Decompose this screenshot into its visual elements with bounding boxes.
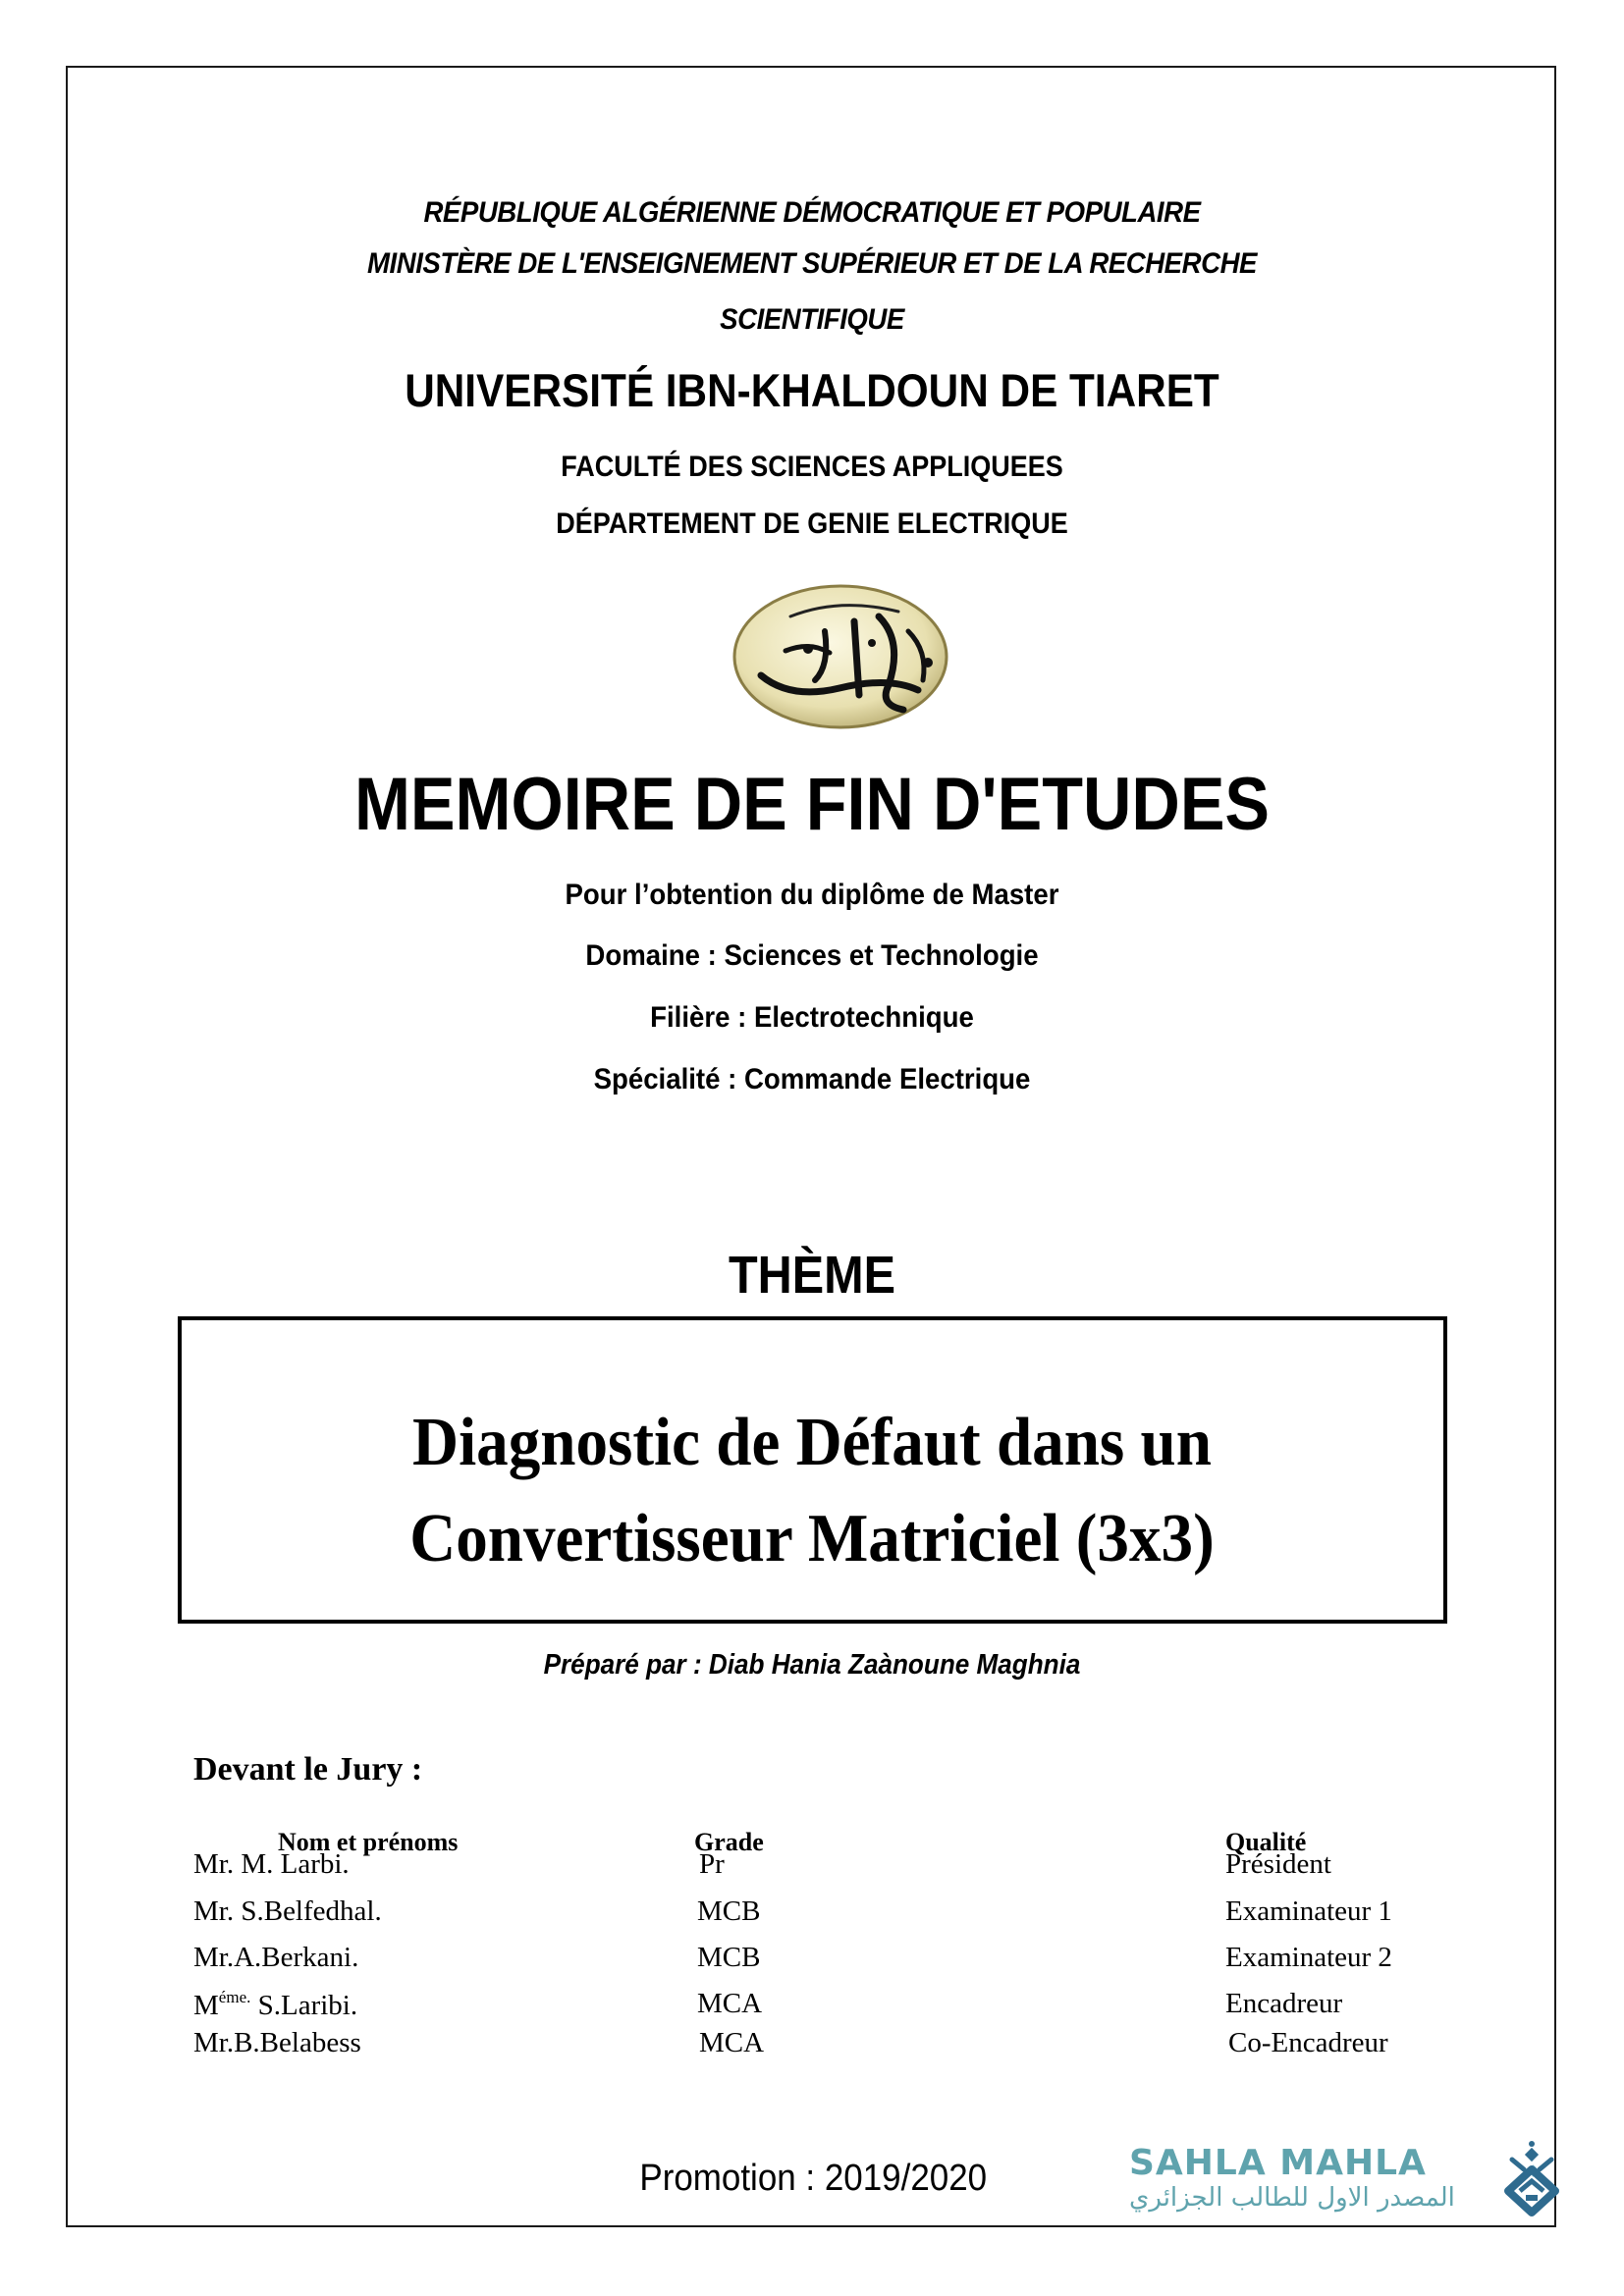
university-seal-icon xyxy=(731,582,949,731)
field-line: Filière : Electrotechnique xyxy=(650,1001,974,1034)
prepared-by: Préparé par : Diab Hania Zaànoune Maghnia xyxy=(543,1649,1081,1681)
jury-member-name: Mr. S.Belfedhal. xyxy=(193,1896,382,1927)
jury-member-name: Mr.A.Berkani. xyxy=(193,1942,359,1973)
sahla-mahla-watermark xyxy=(1129,2144,1512,2213)
theme-label: THÈME xyxy=(728,1246,896,1305)
specialty-line: Spécialité : Commande Electrique xyxy=(593,1063,1031,1095)
column-header-grade: Grade xyxy=(694,1828,764,1856)
member-name: S.Laribi. xyxy=(250,1990,358,2021)
promotion-year: Promotion : 2019/2020 xyxy=(639,2158,988,2199)
domain-line: Domaine : Sciences et Technologie xyxy=(585,939,1039,972)
jury-member-grade: MCA xyxy=(697,1988,763,2019)
university-name: UNIVERSITÉ IBN-KHALDOUN DE TIARET xyxy=(405,364,1219,416)
faculty-name: FACULTÉ DES SCIENCES APPLIQUEES xyxy=(561,451,1063,483)
department-name: DÉPARTEMENT DE GENIE ELECTRIQUE xyxy=(556,507,1068,540)
diploma-line: Pour l’obtention du diplôme de Master xyxy=(565,879,1059,911)
column-header-role: Qualité xyxy=(1225,1828,1307,1856)
jury-heading: Devant le Jury : xyxy=(193,1751,423,1788)
jury-member-grade: MCB xyxy=(697,1896,761,1927)
sahla-mahla-logo-icon xyxy=(1504,2140,1565,2218)
republic-heading: RÉPUBLIQUE ALGÉRIENNE DÉMOCRATIQUE ET POPULAIRE xyxy=(423,196,1201,229)
jury-member-name xyxy=(193,1988,357,2022)
jury-member-grade: MCA xyxy=(699,2027,765,2058)
jury-member-grade: MCB xyxy=(697,1942,761,1973)
jury-member-name: Mr. M. Larbi. xyxy=(193,1848,350,1880)
jury-member-name: Mr.B.Belabess xyxy=(193,2027,361,2058)
watermark-tagline: المصدر الاول للطالب الجزائري xyxy=(1129,2183,1455,2213)
jury-member-role: Examinateur 1 xyxy=(1225,1896,1392,1927)
theme-title-line2: Convertisseur Matriciel (3x3) xyxy=(409,1501,1215,1576)
jury-member-role: Co-Encadreur xyxy=(1228,2027,1388,2058)
ministry-heading-line2: SCIENTIFIQUE xyxy=(720,303,904,336)
title-prefix: M xyxy=(193,1990,219,2021)
watermark-name: SAHLA MAHLA xyxy=(1129,2143,1427,2183)
theme-title-line1: Diagnostic de Défaut dans un xyxy=(412,1405,1212,1480)
jury-member-role: Président xyxy=(1225,1848,1331,1880)
title-superscript: éme. xyxy=(218,1988,251,2006)
ministry-heading-line1: MINISTÈRE DE L'ENSEIGNEMENT SUPÉRIEUR ET DE LA RECHERCHE xyxy=(366,247,1257,280)
jury-member-role: Examinateur 2 xyxy=(1225,1942,1392,1973)
jury-member-grade: Pr xyxy=(699,1848,725,1880)
column-header-name: Nom et prénoms xyxy=(278,1828,459,1856)
jury-member-role: Encadreur xyxy=(1225,1988,1343,2019)
thesis-type-title: MEMOIRE DE FIN D'ETUDES xyxy=(353,763,1271,846)
